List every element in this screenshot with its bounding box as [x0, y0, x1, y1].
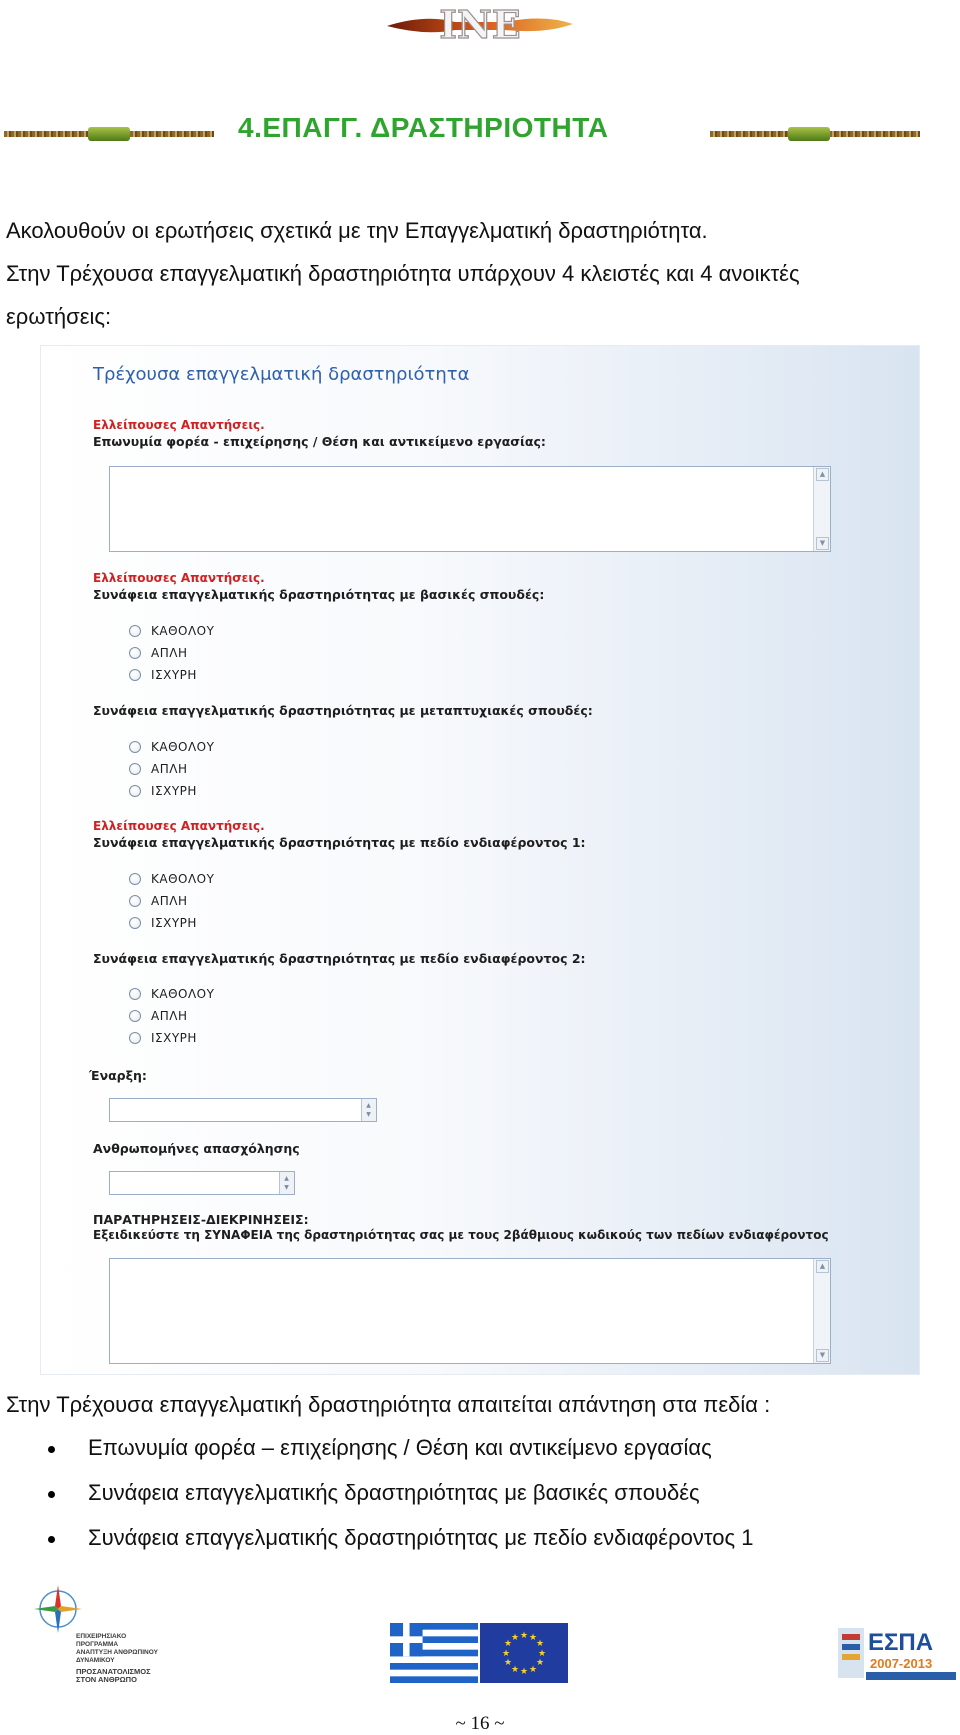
field2-radio-simple[interactable]: ΑΠΛΗ: [129, 1009, 187, 1023]
greek-flag-icon: [390, 1623, 478, 1683]
svg-text:★: ★: [519, 1631, 529, 1641]
bullet-icon: [48, 1491, 55, 1498]
field1-question-label: Συνάφεια επαγγελματικής δραστηριότητας με πεδίο ενδιαφέροντος 1:: [93, 835, 586, 850]
ine-logo-graphic: [385, 0, 575, 50]
header-ornament-right: [710, 126, 920, 142]
basic-radio-simple[interactable]: ΑΠΛΗ: [129, 646, 187, 660]
radio-button-icon[interactable]: [129, 647, 141, 659]
scroll-down-icon[interactable]: ▼: [816, 1349, 829, 1362]
espa-logo-text: ΕΣΠΑ: [868, 1629, 934, 1656]
spin-down-icon[interactable]: ▼: [284, 1184, 289, 1191]
postgrad-radio-none[interactable]: ΚΑΘΟΛΟΥ: [129, 740, 214, 754]
basic-radio-none[interactable]: ΚΑΘΟΛΟΥ: [129, 624, 214, 638]
spin-up-icon[interactable]: ▲: [284, 1175, 289, 1182]
svg-text:★: ★: [510, 1633, 520, 1643]
person-months-input[interactable]: [109, 1171, 295, 1195]
employer-question-label: Επωνυμία φορέα - επιχείρησης / Θέση και αντικείμενο εργασίας:: [93, 434, 546, 449]
ine-logo-text: INE: [439, 2, 521, 47]
radio-button-icon[interactable]: [129, 895, 141, 907]
remarks-textarea[interactable]: [109, 1258, 831, 1364]
espa-logo: [838, 1620, 958, 1686]
start-label: Έναρξη:: [89, 1068, 147, 1083]
scroll-up-icon[interactable]: ▲: [816, 1260, 829, 1273]
remarks-label: ΠΑΡΑΤΗΡΗΣΕΙΣ-ΔΙΕΚΡΙΝΗΣΕΙΣ:: [93, 1212, 309, 1227]
compass-icon: [32, 1583, 84, 1635]
form-panel: [40, 345, 920, 1375]
missing-answers-label: Ελλείπουσες Απαντήσεις.: [93, 819, 265, 833]
remarks-textarea-scrollbar[interactable]: [813, 1259, 830, 1363]
intro-line-3: ερωτήσεις:: [6, 304, 112, 329]
svg-text:★: ★: [535, 1658, 545, 1668]
missing-answers-label: Ελλείπουσες Απαντήσεις.: [93, 418, 265, 432]
required-fields-line: Στην Τρέχουσα επαγγελματική δραστηριότητα απαιτείται απάντηση στα πεδία :: [6, 1392, 771, 1417]
spin-up-icon[interactable]: ▲: [366, 1102, 371, 1109]
field2-radio-none[interactable]: ΚΑΘΟΛΟΥ: [129, 987, 214, 1001]
field1-radio-strong[interactable]: ΙΣΧΥΡΗ: [129, 916, 197, 930]
intro-line-1: Ακολουθούν οι ερωτήσεις σχετικά με την Επαγγελματική δραστηριότητα.: [6, 218, 708, 243]
missing-answers-label: Ελλείπουσες Απαντήσεις.: [93, 571, 265, 585]
svg-text:★: ★: [537, 1649, 547, 1659]
svg-text:★: ★: [503, 1639, 513, 1649]
person-months-spinner[interactable]: [279, 1172, 294, 1194]
op-logo: [20, 1575, 170, 1684]
postgrad-radio-simple[interactable]: ΑΠΛΗ: [129, 762, 187, 776]
intro-line-2: Στην Τρέχουσα επαγγελματική δραστηριότητα υπάρχουν 4 κλειστές και 4 ανοικτές: [6, 261, 800, 286]
svg-text:★: ★: [528, 1665, 538, 1675]
radio-button-icon[interactable]: [129, 669, 141, 681]
field1-radio-none[interactable]: ΚΑΘΟΛΟΥ: [129, 872, 214, 886]
radio-button-icon[interactable]: [129, 873, 141, 885]
field2-question-label: Συνάφεια επαγγελματικής δραστηριότητας με πεδίο ενδιαφέροντος 2:: [93, 951, 586, 966]
basic-radio-strong[interactable]: ΙΣΧΥΡΗ: [129, 668, 197, 682]
radio-button-icon[interactable]: [129, 1010, 141, 1022]
page-number: ~ 16 ~: [455, 1713, 505, 1734]
field2-radio-strong[interactable]: ΙΣΧΥΡΗ: [129, 1031, 197, 1045]
postgrad-radio-strong[interactable]: ΙΣΧΥΡΗ: [129, 784, 197, 798]
radio-button-icon[interactable]: [129, 763, 141, 775]
bullet-icon: [48, 1536, 55, 1543]
spin-down-icon[interactable]: ▼: [366, 1111, 371, 1118]
op-logo-text: ΕΠΙΧΕΙΡΗΣΙΑΚΟ ΠΡΟΓΡΑΜΜΑ ΑΝΑΠΤΥΞΗ ΑΝΘΡΩΠΙΝΟΥ ΔΥΝΑΜΙΚΟΥ ΠΡΟΣΑΝΑΤΟΛΙΣΜΟΣ ΣΤΟΝ ΑΝΘΡΩΠΟ: [76, 1633, 158, 1684]
employer-textarea[interactable]: [109, 466, 831, 552]
form-title: Τρέχουσα επαγγελματική δραστηριότητα: [93, 364, 470, 385]
radio-button-icon[interactable]: [129, 1032, 141, 1044]
remarks-hint: Εξειδικεύστε τη ΣΥΝΑΦΕΙΑ της δραστηριότητας σας με τους 2βάθμιους κωδικούς των πεδίων ενδιαφέροντος: [93, 1228, 829, 1242]
svg-text:★: ★: [528, 1633, 538, 1643]
radio-button-icon[interactable]: [129, 741, 141, 753]
svg-text:★: ★: [503, 1658, 513, 1668]
radio-button-icon[interactable]: [129, 988, 141, 1000]
start-spinner[interactable]: [361, 1099, 376, 1121]
radio-button-icon[interactable]: [129, 625, 141, 637]
svg-text:★: ★: [510, 1665, 520, 1675]
start-input[interactable]: [109, 1098, 377, 1122]
svg-text:★: ★: [501, 1649, 511, 1659]
radio-button-icon[interactable]: [129, 917, 141, 929]
basic-studies-question-label: Συνάφεια επαγγελματικής δραστηριότητας με βασικές σπουδές:: [93, 587, 545, 602]
scroll-up-icon[interactable]: ▲: [816, 468, 829, 481]
svg-text:★: ★: [535, 1639, 545, 1649]
header-ornament-left: [4, 126, 214, 142]
field1-radio-simple[interactable]: ΑΠΛΗ: [129, 894, 187, 908]
espa-years: 2007-2013: [870, 1656, 933, 1671]
eu-flag-icon: [480, 1623, 568, 1683]
svg-text:★: ★: [519, 1667, 529, 1677]
radio-button-icon[interactable]: [129, 785, 141, 797]
ine-logo: [385, 0, 575, 50]
postgrad-question-label: Συνάφεια επαγγελματικής δραστηριότητας με μεταπτυχιακές σπουδές:: [93, 703, 593, 718]
person-months-label: Ανθρωπομήνες απασχόλησης: [93, 1141, 300, 1156]
bullet-icon: [48, 1446, 55, 1453]
employer-textarea-scrollbar[interactable]: [813, 467, 830, 551]
chapter-title: 4.ΕΠΑΓΓ. ΔΡΑΣΤΗΡΙΟΤΗΤΑ: [238, 112, 609, 143]
scroll-down-icon[interactable]: ▼: [816, 537, 829, 550]
